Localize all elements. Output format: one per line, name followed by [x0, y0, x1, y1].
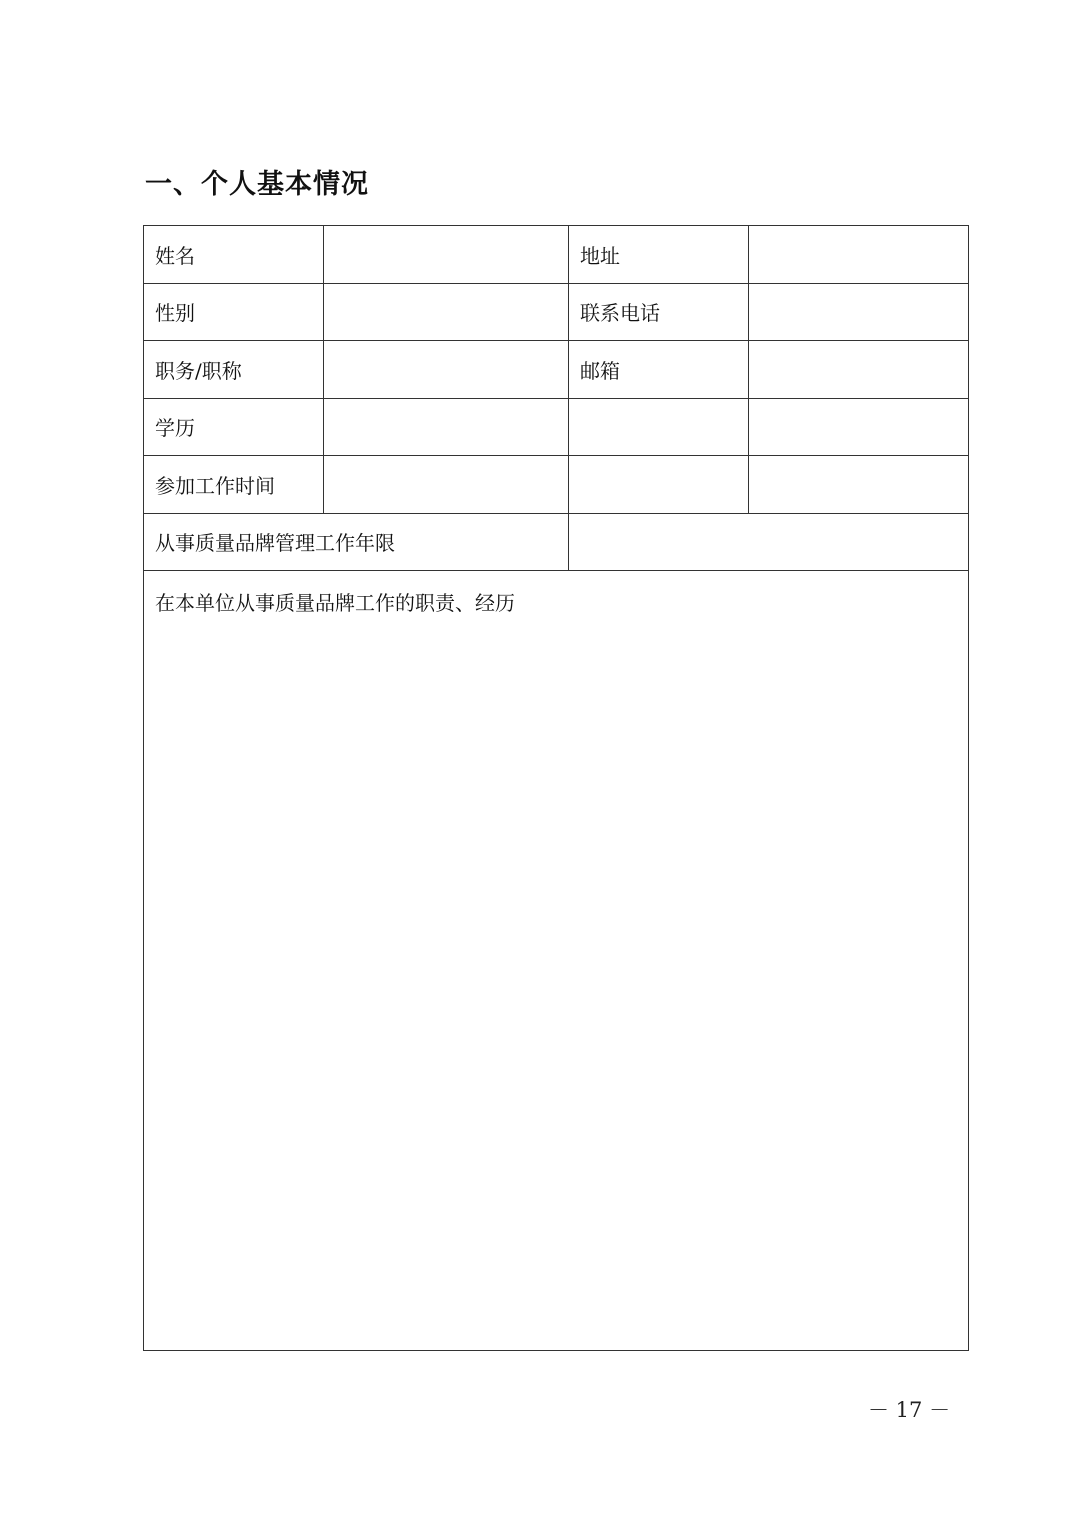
- table-row: [144, 571, 969, 1351]
- work-start-date-label: 参加工作时间: [144, 456, 324, 514]
- table-row: [144, 226, 969, 284]
- address-label: 地址: [569, 226, 749, 284]
- duties-experience-block[interactable]: [144, 571, 969, 1351]
- position-title-label: 职务/职称: [144, 341, 324, 399]
- blank-value-cell[interactable]: [749, 456, 969, 514]
- personal-info-table: [143, 225, 969, 1351]
- blank-value-cell[interactable]: [749, 398, 969, 456]
- name-field[interactable]: [324, 226, 569, 284]
- phone-label: 联系电话: [569, 283, 749, 341]
- email-label: 邮箱: [569, 341, 749, 399]
- gender-field[interactable]: [324, 283, 569, 341]
- education-field[interactable]: [324, 398, 569, 456]
- table-row: [144, 398, 969, 456]
- education-label: 学历: [144, 398, 324, 456]
- table-row: [144, 456, 969, 514]
- gender-label: 性别: [144, 283, 324, 341]
- phone-field[interactable]: [749, 283, 969, 341]
- email-field[interactable]: [749, 341, 969, 399]
- years-in-quality-label: 从事质量品牌管理工作年限: [144, 513, 569, 571]
- page-number: － 17 －: [868, 1398, 951, 1422]
- work-start-date-field[interactable]: [324, 456, 569, 514]
- table-row: [144, 341, 969, 399]
- section-title: 一、个人基本情况: [145, 169, 369, 200]
- years-in-quality-field[interactable]: [569, 513, 969, 571]
- name-label: 姓名: [144, 226, 324, 284]
- address-field[interactable]: [749, 226, 969, 284]
- table-row: [144, 283, 969, 341]
- duties-experience-label: 在本单位从事质量品牌工作的职责、经历: [155, 591, 515, 615]
- blank-label-cell: [569, 456, 749, 514]
- position-title-field[interactable]: [324, 341, 569, 399]
- table-row: [144, 513, 969, 571]
- blank-label-cell: [569, 398, 749, 456]
